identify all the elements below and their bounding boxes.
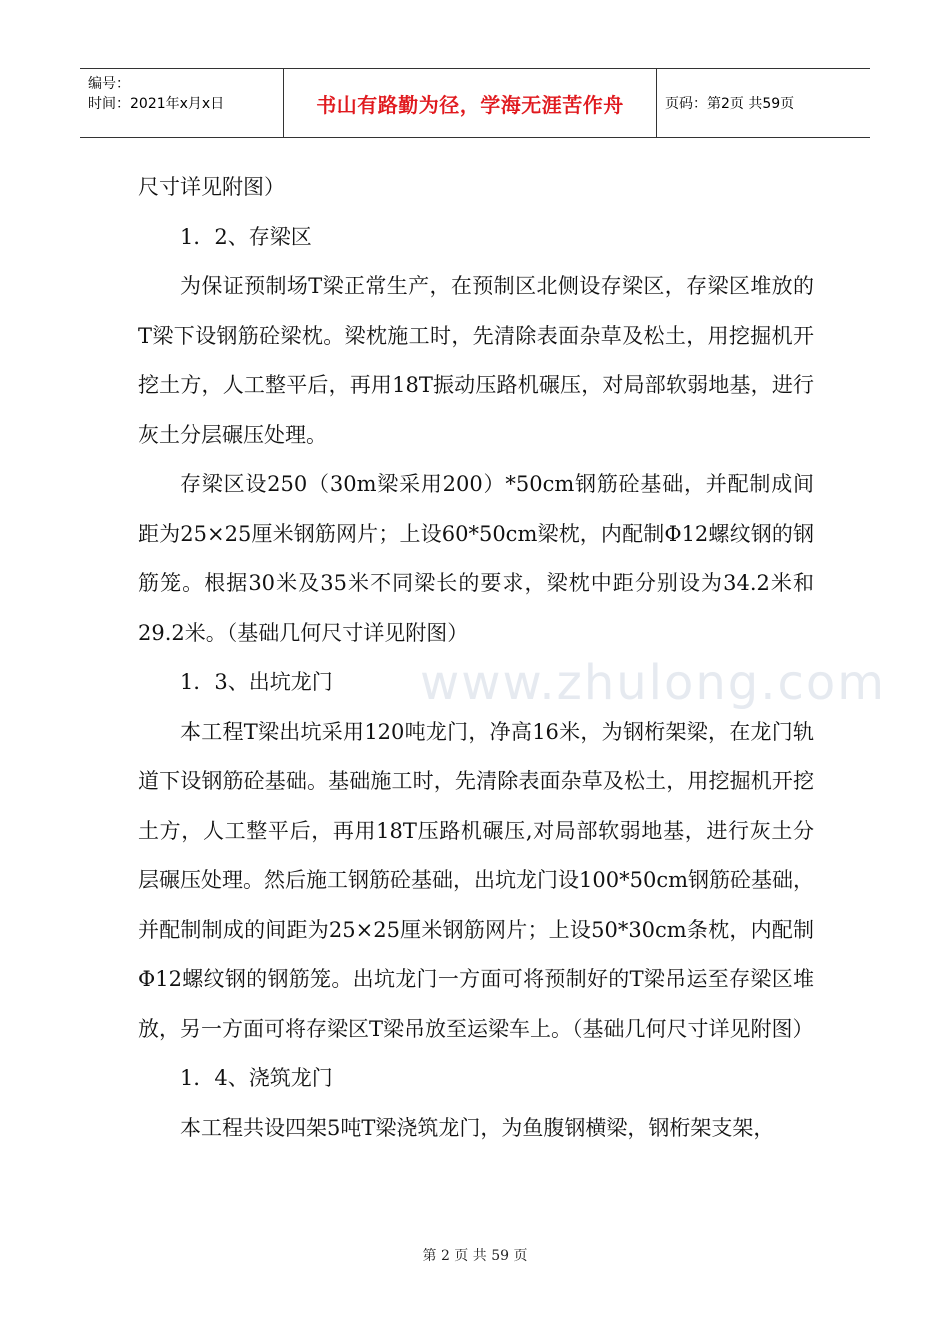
paragraph: 存梁区设250（30m梁采用200）*50cm钢筋砼基础，并配制成间距为25×25厘米钢筋网片；上设60*50cm梁枕，内配制Φ12螺纹钢的钢筋笼。根据30米及35米不同梁长的要求，梁枕中距分别设为34.2米和29.2米。（基础几何尺寸详见附图） [138, 472, 814, 645]
section-heading-1-3: 1．3、出坑龙门 [180, 670, 333, 694]
document-body [138, 163, 814, 1153]
document-date: 时间：2021年x月x日 [88, 96, 225, 112]
paragraph-continuation: 尺寸详见附图） [138, 175, 285, 199]
watermark: www.zhulong.com [420, 655, 887, 711]
paragraph: 本工程共设四架5吨T梁浇筑龙门，为鱼腹钢横梁，钢桁架支架， [180, 1115, 775, 1140]
header-page-info: 页码：第2页 共59页 [665, 96, 795, 112]
section-heading-1-2: 1．2、存梁区 [180, 224, 312, 249]
page-footer: 第 2 页 共 59 页 [422, 1248, 528, 1264]
paragraph: 本工程T梁出坑采用120吨龙门，净高16米，为钢桁架梁，在龙门轨道下设钢筋砼基础。基础施工时，先清除表面杂草及松土，用挖掘机开挖土方，人工整平后，再用18T压路机碾压,对局部软弱地基，进行灰土分层碾压处理。然后施工钢筋砼基础，出坑龙门设100*50cm钢筋砼基础，并配制制成的间距为25×25厘米钢筋网片；上设50*30cm条枕，内配制Φ12螺纹钢的钢筋笼。出坑龙门一方面可将预制好的T梁吊运至存梁区堆放，另一方面可将存梁区T梁吊放至运梁车上。（基础几何尺寸详见附图） [138, 719, 814, 1041]
header-motto: 书山有路勤为径，学海无涯苦作舟 [283, 69, 657, 137]
paragraph: 为保证预制场T梁正常生产，在预制区北侧设存梁区，存梁区堆放的T梁下设钢筋砼梁枕。梁枕施工时，先清除表面杂草及松土，用挖掘机开挖土方，人工整平后，再用18T振动压路机碾压，对局部软弱地基，进行灰土分层碾压处理。 [138, 274, 814, 447]
document-number-label: 编号： [88, 76, 130, 92]
page-header [80, 68, 870, 138]
section-heading-1-4: 1．4、浇筑龙门 [180, 1066, 333, 1090]
header-meta [80, 69, 283, 137]
